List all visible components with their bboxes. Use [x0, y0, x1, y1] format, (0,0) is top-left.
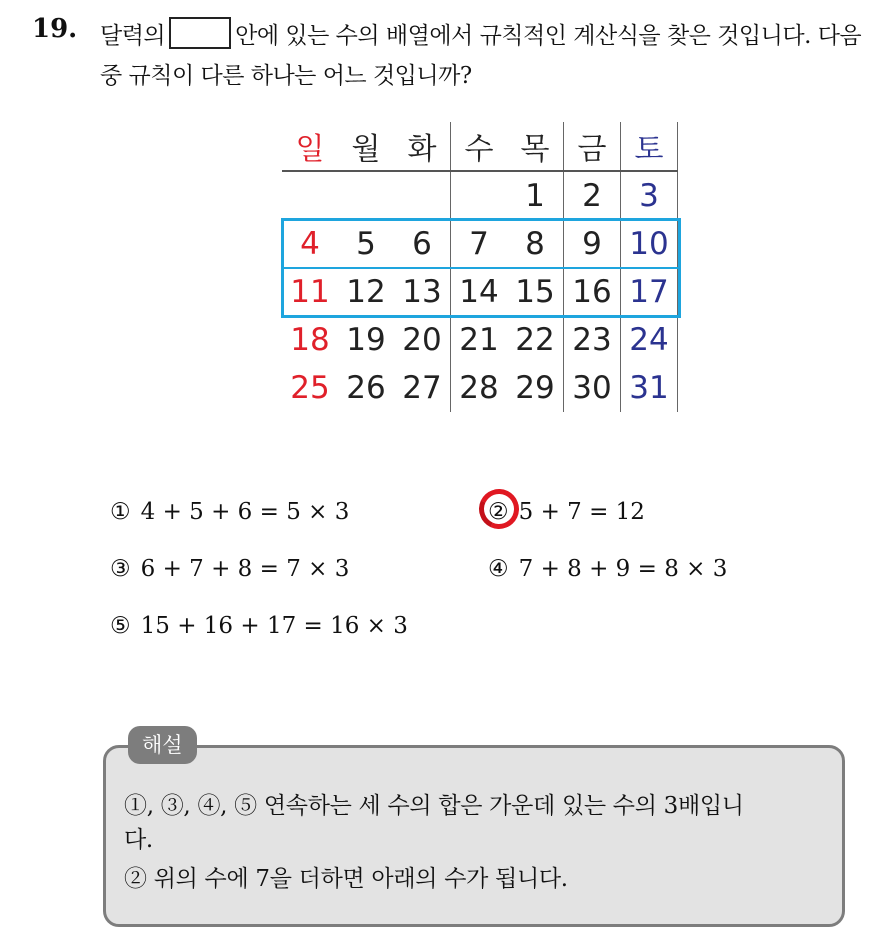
choice-number: ②	[488, 499, 509, 525]
explanation-line-2: 다.	[124, 827, 153, 853]
weekday-tue: 화	[394, 122, 451, 171]
choice-number: ⑤	[110, 613, 131, 639]
day-cell: 17	[621, 268, 678, 316]
day-cell	[451, 171, 508, 220]
choice-1	[110, 499, 349, 525]
explanation-line-1: ①, ③, ④, ⑤ 연속하는 세 수의 합은 가운데 있는 수의 3배입니	[124, 793, 744, 819]
explanation-box	[103, 745, 845, 927]
day-cell: 13	[394, 268, 451, 316]
day-cell: 28	[459, 370, 499, 406]
weekday-fri: 금	[564, 122, 621, 171]
day-cell: 7	[469, 226, 489, 262]
calendar-week-1	[282, 171, 678, 220]
explanation-line-3: ② 위의 수에 7을 더하면 아래의 수가 됩니다.	[124, 866, 568, 892]
weekday-wed: 수	[451, 122, 508, 171]
day-cell: 12	[346, 274, 386, 310]
answer-circle-mark	[473, 483, 524, 534]
day-cell: 22	[507, 316, 564, 364]
question-text-start: 달력의	[100, 23, 166, 49]
day-cell: 9	[564, 220, 621, 268]
choice-expression: 4 + 5 + 6 = 5 × 3	[140, 499, 350, 525]
day-cell: 20	[394, 316, 451, 364]
choice-5	[110, 613, 408, 639]
day-cell: 18	[290, 322, 330, 358]
day-cell: 6	[394, 220, 451, 268]
day-cell: 14	[459, 274, 499, 310]
highlight-divider	[281, 267, 681, 269]
calendar-week-5	[282, 364, 678, 412]
day-cell	[394, 171, 451, 220]
weekday-sun: 일	[282, 122, 338, 171]
question-number: 19.	[32, 14, 78, 44]
day-cell: 31	[621, 364, 678, 412]
day-cell: 21	[459, 322, 499, 358]
day-cell: 15	[507, 268, 564, 316]
explanation-label: 해설	[128, 726, 197, 764]
choice-expression: 6 + 7 + 8 = 7 × 3	[140, 556, 350, 582]
day-cell: 10	[621, 220, 678, 268]
day-cell: 11	[290, 274, 330, 310]
question-text-end: 안에 있는 수의 배열에서 규칙적인 계산식을 찾은 것입니다. 다음 중 규칙이 다른 하나는 어느 것입니까?	[100, 23, 862, 89]
day-cell: 1	[507, 171, 564, 220]
choice-4	[488, 556, 727, 582]
blank-box	[169, 17, 231, 49]
day-cell: 19	[346, 322, 386, 358]
day-cell: 3	[621, 171, 678, 220]
weekday-thu: 목	[507, 122, 564, 171]
weekday-mon: 월	[338, 122, 394, 171]
day-cell	[338, 171, 394, 220]
calendar-header-row	[282, 122, 678, 171]
weekday-sat: 토	[621, 122, 678, 171]
calendar-week-4	[282, 316, 678, 364]
choice-number: ④	[488, 556, 509, 582]
day-cell: 27	[394, 364, 451, 412]
choice-expression: 7 + 8 + 9 = 8 × 3	[518, 556, 728, 582]
day-cell: 29	[507, 364, 564, 412]
choice-expression: 15 + 16 + 17 = 16 × 3	[140, 613, 408, 639]
day-cell: 30	[564, 364, 621, 412]
day-cell: 4	[300, 226, 320, 262]
choice-number: ③	[110, 556, 131, 582]
day-cell: 8	[507, 220, 564, 268]
choice-expression: 5 + 7 = 12	[518, 499, 645, 525]
day-cell: 25	[290, 370, 330, 406]
day-cell: 23	[564, 316, 621, 364]
day-cell: 2	[564, 171, 621, 220]
choice-number: ①	[110, 499, 131, 525]
day-cell	[282, 171, 338, 220]
question-text	[100, 16, 870, 96]
day-cell: 5	[356, 226, 376, 262]
choice-3	[110, 556, 349, 582]
day-cell: 16	[564, 268, 621, 316]
day-cell: 24	[621, 316, 678, 364]
day-cell: 26	[346, 370, 386, 406]
